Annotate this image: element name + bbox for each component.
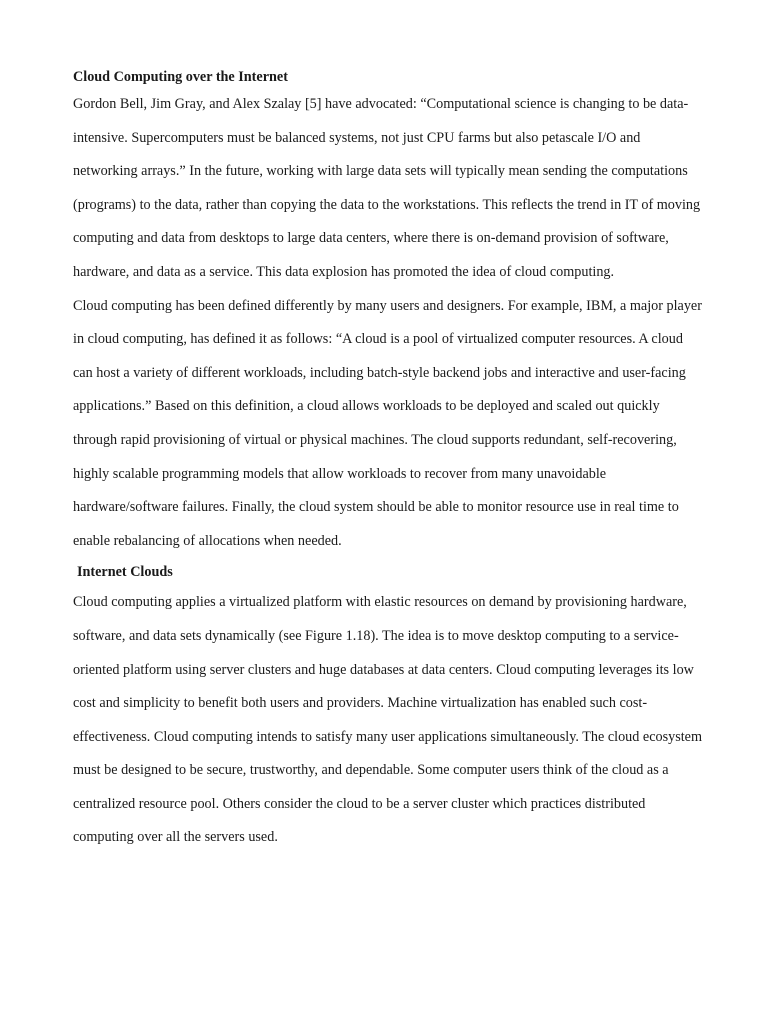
section-heading-internet-clouds: Internet Clouds: [77, 564, 173, 581]
paragraph-computational-science: Gordon Bell, Jim Gray, and Alex Szalay [5] have advocated: “Computational science is changing to be data-intensive. Supercomputers must be balanced systems, not just CPU farms but also petascale I/O and networking arrays.” In the future, working with large data sets will typically mean sending the computations (programs) to the data, rather than copying the data to the workstations. This reflects the trend in IT of moving computing and data from desktops to large data centers, where there is on-demand provision of software, hardware, and data as a service. This data explosion has promoted the idea of cloud computing.: [73, 96, 701, 280]
paragraph-internet-clouds: Cloud computing applies a virtualized platform with elastic resources on demand by provisioning hardware, software, and data sets dynamically (see Figure 1.18). The idea is to move desktop computing to a service-oriented platform using server clusters and huge databases at data centers. Cloud computing leverages its low cost and simplicity to benefit both users and providers. Machine virtualization has enabled such cost-effectiveness. Cloud computing intends to satisfy many user applications simultaneously. The cloud ecosystem must be designed to be secure, trustworthy, and dependable. Some computer users think of the cloud as a centralized resource pool. Others consider the cloud to be a server cluster which practices distributed computing over all the servers used.: [73, 594, 702, 846]
paragraph-cloud-definition: Cloud computing has been defined differently by many users and designers. For example, IBM, a major player in cloud computing, has defined it as follows: “A cloud is a pool of virtualized computer resources. A cloud can host a variety of different workloads, including batch-style backend jobs and interactive and user-facing applications.” Based on this definition, a cloud allows workloads to be deployed and scaled out quickly through rapid provisioning of virtual or physical machines. The cloud supports redundant, self-recovering, highly scalable programming models that allow workloads to recover from many unavoidable hardware/software failures. Finally, the cloud system should be able to monitor resource use in real time to enable rebalancing of allocations when needed.: [73, 297, 702, 549]
document-page: [73, 66, 703, 855]
section-heading-cloud-computing: Cloud Computing over the Internet: [73, 69, 288, 85]
